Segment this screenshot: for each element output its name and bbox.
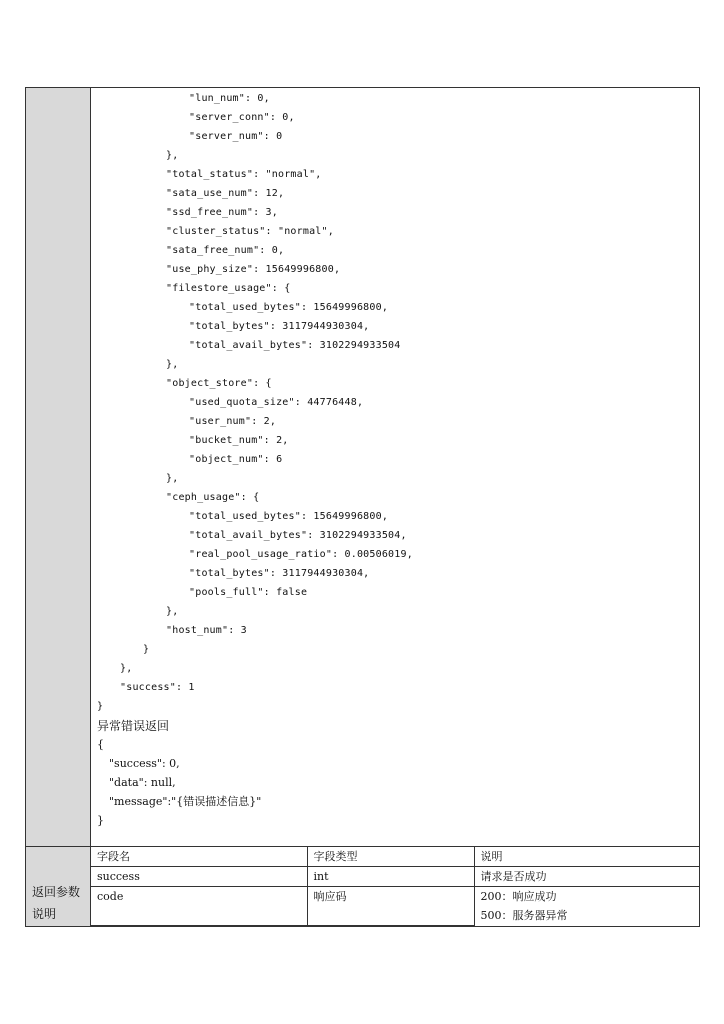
field-description: 请求是否成功 [474, 867, 700, 887]
params-label-line2: 说明 [32, 906, 57, 921]
params-label-line1: 返回参数 [32, 884, 81, 899]
field-description: 500：服务器异常 [480, 909, 568, 922]
code-line: "real_pool_usage_ratio": 0.00506019, [189, 549, 413, 560]
code-line: "success": 1 [120, 682, 195, 693]
error-code-line: "success": 0, [109, 757, 180, 770]
code-line: "lun_num": 0, [189, 93, 270, 104]
code-line: "use_phy_size": 15649996800, [166, 264, 341, 275]
params-table [91, 847, 700, 926]
code-line: "ssd_free_num": 3, [166, 207, 278, 218]
code-line: "sata_use_num": 12, [166, 188, 285, 199]
params-section-label [26, 847, 91, 927]
code-line: } [143, 644, 150, 655]
field-name: code [91, 887, 307, 926]
header-description: 说明 [474, 847, 700, 867]
code-line: "ceph_usage": { [166, 492, 260, 503]
error-section-title: 异常错误返回 [97, 719, 170, 733]
code-line: "total_bytes": 3117944930304, [189, 568, 370, 579]
field-description: 200：响应成功 [474, 887, 700, 907]
error-code-line: "message":"{错误描述信息}" [109, 795, 262, 808]
field-name: success [91, 867, 307, 887]
error-code-line: } [97, 814, 104, 827]
code-line: "total_bytes": 3117944930304, [189, 321, 370, 332]
code-line: "server_num": 0 [189, 131, 283, 142]
code-line: "cluster_status": "normal", [166, 226, 334, 237]
code-line: "host_num": 3 [166, 625, 247, 636]
code-line: "user_num": 2, [189, 416, 277, 427]
table-row [91, 887, 700, 907]
error-code-line: "data": null, [109, 776, 176, 789]
error-code-line: { [97, 738, 104, 751]
field-type: int [307, 867, 474, 887]
table-row [91, 867, 700, 887]
code-line: } [97, 701, 104, 712]
code-line: "filestore_usage": { [166, 283, 291, 294]
code-line: "total_avail_bytes": 3102294933504, [189, 530, 407, 541]
code-line: }, [166, 606, 179, 617]
code-line: "server_conn": 0, [189, 112, 295, 123]
header-field-type: 字段类型 [307, 847, 474, 867]
code-line: "total_used_bytes": 15649996800, [189, 511, 389, 522]
response-example-cell [91, 88, 700, 847]
code-line: "used_quota_size": 44776448, [189, 397, 364, 408]
code-line: }, [166, 359, 179, 370]
code-line: "pools_full": false [189, 587, 308, 598]
code-line: }, [166, 473, 179, 484]
code-line: "total_used_bytes": 15649996800, [189, 302, 389, 313]
code-line: }, [166, 150, 179, 161]
code-line: "object_num": 6 [189, 454, 283, 465]
code-line: "bucket_num": 2, [189, 435, 289, 446]
section-label-cell [26, 88, 91, 847]
api-doc-table [25, 87, 700, 927]
field-type: 响应码 [307, 887, 474, 926]
params-table-cell [91, 847, 700, 927]
code-line: "object_store": { [166, 378, 272, 389]
header-field-name: 字段名 [91, 847, 307, 867]
code-line: "sata_free_num": 0, [166, 245, 285, 256]
params-header-row [91, 847, 700, 867]
code-line: "total_avail_bytes": 3102294933504 [189, 340, 401, 351]
code-line: }, [120, 663, 133, 674]
response-example-code [91, 88, 699, 846]
code-line: "total_status": "normal", [166, 169, 322, 180]
